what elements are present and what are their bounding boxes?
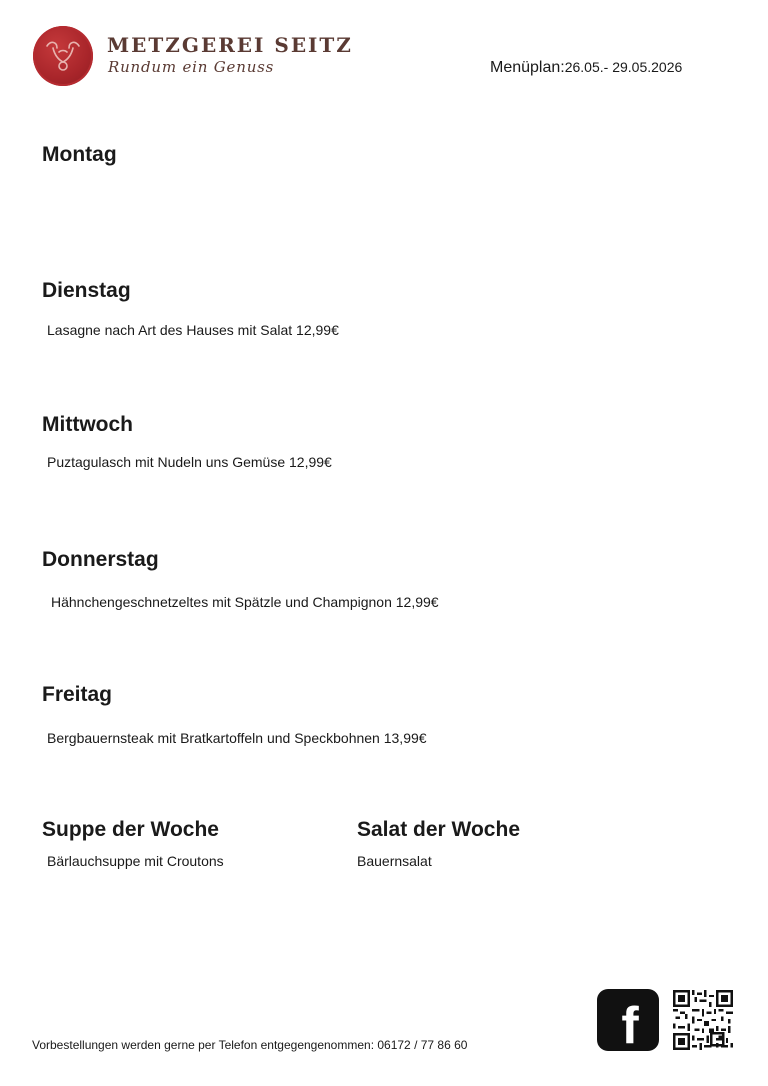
menu-plan-date-range: 26.05.- 29.05.2026 [564,59,683,75]
dish-donnerstag: Hähnchengeschnetzeltes mit Spätzle und Champignon 12,99€ [51,594,439,610]
facebook-icon[interactable]: f [597,989,659,1051]
day-heading-freitag: Freitag [42,683,113,706]
logo-seal [33,26,93,86]
menu-plan-label: Menüplan: [490,59,565,76]
dish-freitag: Bergbauernsteak mit Bratkartoffeln und Speckbohnen 13,99€ [47,730,427,746]
brand-tagline: Rundum ein Genuss [108,58,275,76]
soup-of-week-heading: Suppe der Woche [42,818,219,841]
preorder-phone-note: Vorbestellungen werden gerne per Telefon entgegengenommen: 06172 / 77 86 60 [32,1038,468,1052]
soup-of-week: Bärlauchsuppe mit Croutons [47,853,224,869]
day-heading-montag: Montag [42,143,117,166]
day-heading-mittwoch: Mittwoch [42,413,133,436]
salad-of-week-heading: Salat der Woche [357,818,520,841]
bull-emblem-icon [33,26,93,86]
brand-name: METZGEREI SEITZ [107,33,353,57]
dish-dienstag: Lasagne nach Art des Hauses mit Salat 12,99€ [47,322,339,338]
salad-of-week: Bauernsalat [357,853,432,869]
day-heading-dienstag: Dienstag [42,279,131,302]
day-heading-donnerstag: Donnerstag [42,548,159,571]
menu-plan-dates [490,59,682,77]
qr-code-icon[interactable] [673,990,733,1050]
dish-mittwoch: Puztagulasch mit Nudeln uns Gemüse 12,99€ [47,454,332,470]
